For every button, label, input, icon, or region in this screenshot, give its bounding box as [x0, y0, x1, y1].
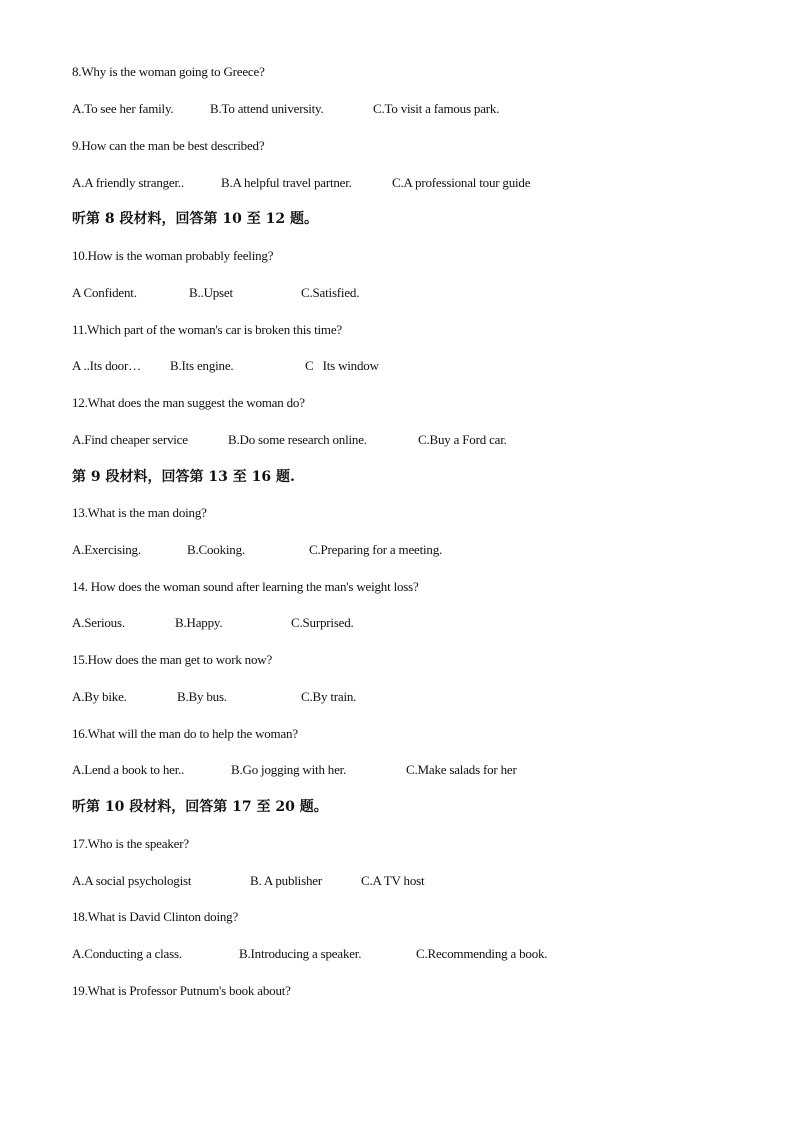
- option-a: A.A friendly stranger..: [72, 175, 185, 190]
- option-c: C.Buy a Ford car.: [418, 432, 507, 447]
- question-19: 19.What is Professor Putnum's book about?: [72, 983, 291, 998]
- option-b: B.Cooking.: [187, 542, 245, 557]
- option-b: B.Introducing a speaker.: [239, 946, 362, 961]
- option-a: A Confident.: [72, 285, 137, 300]
- option-c: C.Surprised.: [291, 615, 354, 630]
- question-8: 8.Why is the woman going to Greece?: [72, 64, 265, 79]
- question-13: 13.What is the man doing?: [72, 505, 207, 520]
- option-b: B. A publisher: [250, 873, 322, 888]
- option-a: A.Serious.: [72, 615, 125, 630]
- option-b: B.To attend university.: [210, 101, 324, 116]
- question-18: 18.What is David Clinton doing?: [72, 909, 239, 924]
- option-a: A.Exercising.: [72, 542, 141, 557]
- option-b: B..Upset: [189, 285, 233, 300]
- option-a: A.A social psychologist: [72, 873, 192, 888]
- option-a: A.Lend a book to her..: [72, 762, 185, 777]
- option-b: B.Its engine.: [170, 358, 234, 373]
- question-14: 14. How does the woman sound after learning the man's weight loss?: [72, 579, 419, 594]
- option-c: C Its window: [305, 358, 379, 373]
- section-heading-8: 听第 8 段材料，回答第 10 至 12 题。: [72, 211, 318, 227]
- option-a: A.By bike.: [72, 689, 127, 704]
- option-a: A.Conducting a class.: [72, 946, 182, 961]
- option-b: B.A helpful travel partner.: [221, 175, 352, 190]
- question-11: 11.Which part of the woman's car is broken this time?: [72, 322, 342, 337]
- option-c: C.By train.: [301, 689, 357, 704]
- question-12: 12.What does the man suggest the woman do?: [72, 395, 305, 410]
- option-c: C.Satisfied.: [301, 285, 360, 300]
- question-9: 9.How can the man be best described?: [72, 138, 265, 153]
- question-10: 10.How is the woman probably feeling?: [72, 248, 274, 263]
- option-c: C.A professional tour guide: [392, 175, 531, 190]
- section-heading-9: 第 9 段材料，回答第 13 至 16 题.: [72, 469, 295, 485]
- section-heading-10: 听第 10 段材料，回答第 17 至 20 题。: [72, 799, 328, 815]
- option-b: B.Do some research online.: [228, 432, 367, 447]
- question-17: 17.Who is the speaker?: [72, 836, 189, 851]
- option-b: B.Happy.: [175, 615, 223, 630]
- option-c: C.Make salads for her: [406, 762, 517, 777]
- option-a: A.To see her family.: [72, 101, 174, 116]
- option-c: C.To visit a famous park.: [373, 101, 500, 116]
- option-a: A ..Its door…: [72, 358, 141, 373]
- option-b: B.By bus.: [177, 689, 227, 704]
- question-16: 16.What will the man do to help the woman?: [72, 726, 298, 741]
- option-c: C.A TV host: [361, 873, 425, 888]
- option-c: C.Recommending a book.: [416, 946, 548, 961]
- option-a: A.Find cheaper service: [72, 432, 188, 447]
- option-b: B.Go jogging with her.: [231, 762, 347, 777]
- option-c: C.Preparing for a meeting.: [309, 542, 443, 557]
- question-15: 15.How does the man get to work now?: [72, 652, 273, 667]
